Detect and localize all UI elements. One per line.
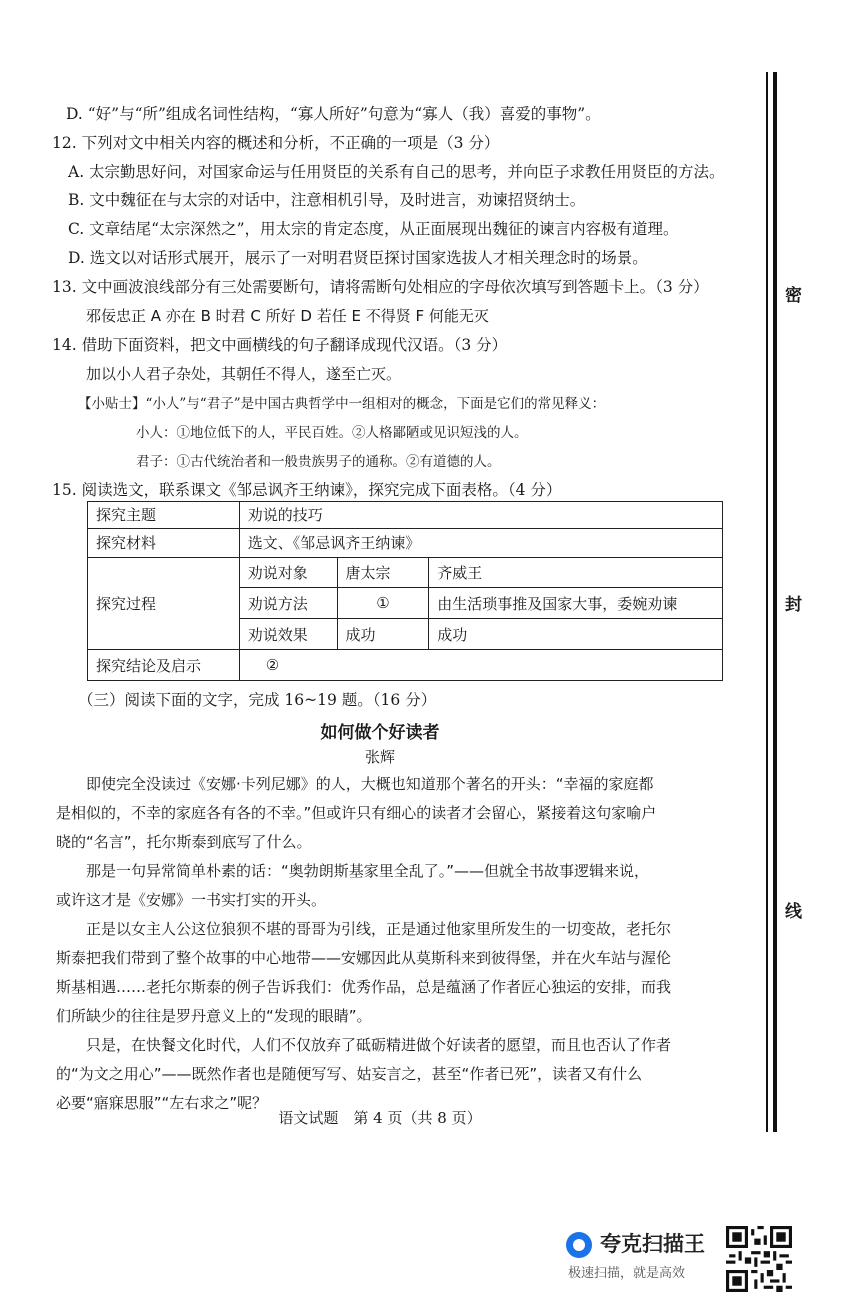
qr-code-icon (726, 1226, 792, 1292)
paragraph-line: 是相似的，不幸的家庭各有各的不幸。”但或许只有细心的读者才会留心，紧接着这句家喻户 (56, 804, 657, 822)
question-12-option-b: B. 文中魏征在与太宗的对话中，注意相机引导，及时进言，劝谏招贤纳士。 (68, 191, 586, 209)
paragraph-line: 的“为文之用心”——既然作者也是随便写写、姑妄言之，甚至“作者已死”，读者又有什么 (56, 1065, 643, 1083)
paragraph-line: 斯泰把我们带到了整个故事的中心地带——安娜因此从莫斯科来到彼得堡，并在火车站与渥伦 (56, 949, 672, 967)
tip-junzi: 君子：①古代统治者和一般贵族男子的通称。②有道德的人。 (136, 454, 501, 470)
question-12-option-c: C. 文章结尾“太宗深然之”，用太宗的肯定态度，从正面展现出魏征的谏言内容极有道理。 (68, 220, 679, 238)
question-13-sentence: 邪佞忠正 A 亦在 B 时君 C 所好 D 若任 E 不得贤 F 何能无灭 (86, 307, 489, 325)
exploration-table (87, 501, 723, 681)
article-title: 如何做个好读者 (320, 723, 440, 743)
question-12: 12. 下列对文中相关内容的概述和分析，不正确的一项是（3 分） (52, 134, 500, 152)
tip-line: 【小贴士】“小人”与“君子”是中国古典哲学中一组相对的概念，下面是它们的常见释义： (78, 396, 606, 412)
answer-blank-2[interactable]: ② (239, 650, 722, 681)
table-cell: 齐威王 (429, 557, 723, 588)
binding-char-mi: 密 (785, 286, 802, 306)
question-12-option-d: D. 选文以对话形式展开，展示了一对明君贤臣探讨国家选拔人才相关理念时的场景。 (68, 249, 648, 267)
table-cell: 探究过程 (88, 557, 240, 650)
tip-xiaoren: 小人：①地位低下的人，平民百姓。②人格鄙陋或见识短浅的人。 (136, 425, 528, 441)
quark-logo-icon (566, 1232, 592, 1258)
option-d-line: D. “好”与“所”组成名词性结构，“寡人所好”句意为“寡人（我）喜爱的事物”。 (66, 105, 601, 123)
binding-line (766, 72, 768, 1132)
table-cell: 探究材料 (88, 528, 240, 557)
binding-char-xian: 线 (785, 902, 802, 922)
page-footer: 语文试题 第 4 页（共 8 页） (278, 1109, 482, 1127)
watermark-name: 夸克扫描王 (600, 1232, 705, 1256)
question-14: 14. 借助下面资料，把文中画横线的句子翻译成现代汉语。（3 分） (52, 336, 508, 354)
question-13: 13. 文中画波浪线部分有三处需要断句，请将需断句处相应的字母依次填写到答题卡上。（3 分） (52, 278, 709, 296)
paragraph-line: 即使完全没读过《安娜·卡列尼娜》的人，大概也知道那个著名的开头：“幸福的家庭都 (86, 775, 654, 793)
paragraph-line: 必要“寤寐思服”“左右求之”呢？ (56, 1094, 268, 1112)
question-14-sentence: 加以小人君子杂处，其朝任不得人，遂至亡灭。 (86, 365, 402, 383)
table-cell: 由生活琐事推及国家大事，委婉劝谏 (429, 588, 723, 619)
paragraph-line: 们所缺少的往往是罗丹意义上的“发现的眼睛”。 (56, 1007, 372, 1025)
paragraph-line: 晓的“名言”，托尔斯泰到底写了什么。 (56, 833, 312, 851)
question-12-option-a: A. 太宗勤思好问，对国家命运与任用贤臣的关系有自己的思考，并向臣子求教任用贤臣的方法。 (68, 163, 725, 181)
table-cell: 劝说效果 (239, 619, 337, 650)
table-cell: 唐太宗 (337, 557, 429, 588)
paragraph-line: 斯基相遇……老托尔斯泰的例子告诉我们：优秀作品，总是蕴涵了作者匠心独运的安排，而我 (56, 978, 672, 996)
table-cell: 探究主题 (88, 502, 240, 529)
paragraph-line: 只是，在快餐文化时代，人们不仅放弃了砥砺精进做个好读者的愿望，而且也否认了作者 (86, 1036, 672, 1054)
answer-blank-1[interactable]: ① (337, 588, 429, 619)
table-cell: 劝说对象 (239, 557, 337, 588)
table-cell: 成功 (429, 619, 723, 650)
table-cell: 劝说方法 (239, 588, 337, 619)
table-cell: 成功 (337, 619, 429, 650)
paragraph-line: 那是一句异常简单朴素的话：“奥勃朗斯基家里全乱了。”——但就全书故事逻辑来说， (86, 862, 650, 880)
section-3-heading: （三）阅读下面的文字，完成 16~19 题。（16 分） (78, 691, 437, 709)
question-15: 15. 阅读选文，联系课文《邹忌讽齐王纳谏》，探究完成下面表格。（4 分） (52, 481, 562, 499)
binding-line (773, 72, 777, 1132)
table-cell: 探究结论及启示 (88, 650, 240, 681)
table-cell: 劝说的技巧 (239, 502, 722, 529)
binding-char-feng: 封 (785, 595, 802, 615)
paragraph-line: 正是以女主人公这位狼狈不堪的哥哥为引线，正是通过他家里所发生的一切变故，老托尔 (86, 920, 672, 938)
watermark-slogan: 极速扫描，就是高效 (568, 1266, 686, 1281)
paragraph-line: 或许这才是《安娜》一书实打实的开头。 (56, 891, 327, 909)
article-author: 张辉 (364, 748, 395, 766)
scanner-watermark (566, 1228, 726, 1288)
table-cell: 选文、《邹忌讽齐王纳谏》 (239, 528, 722, 557)
